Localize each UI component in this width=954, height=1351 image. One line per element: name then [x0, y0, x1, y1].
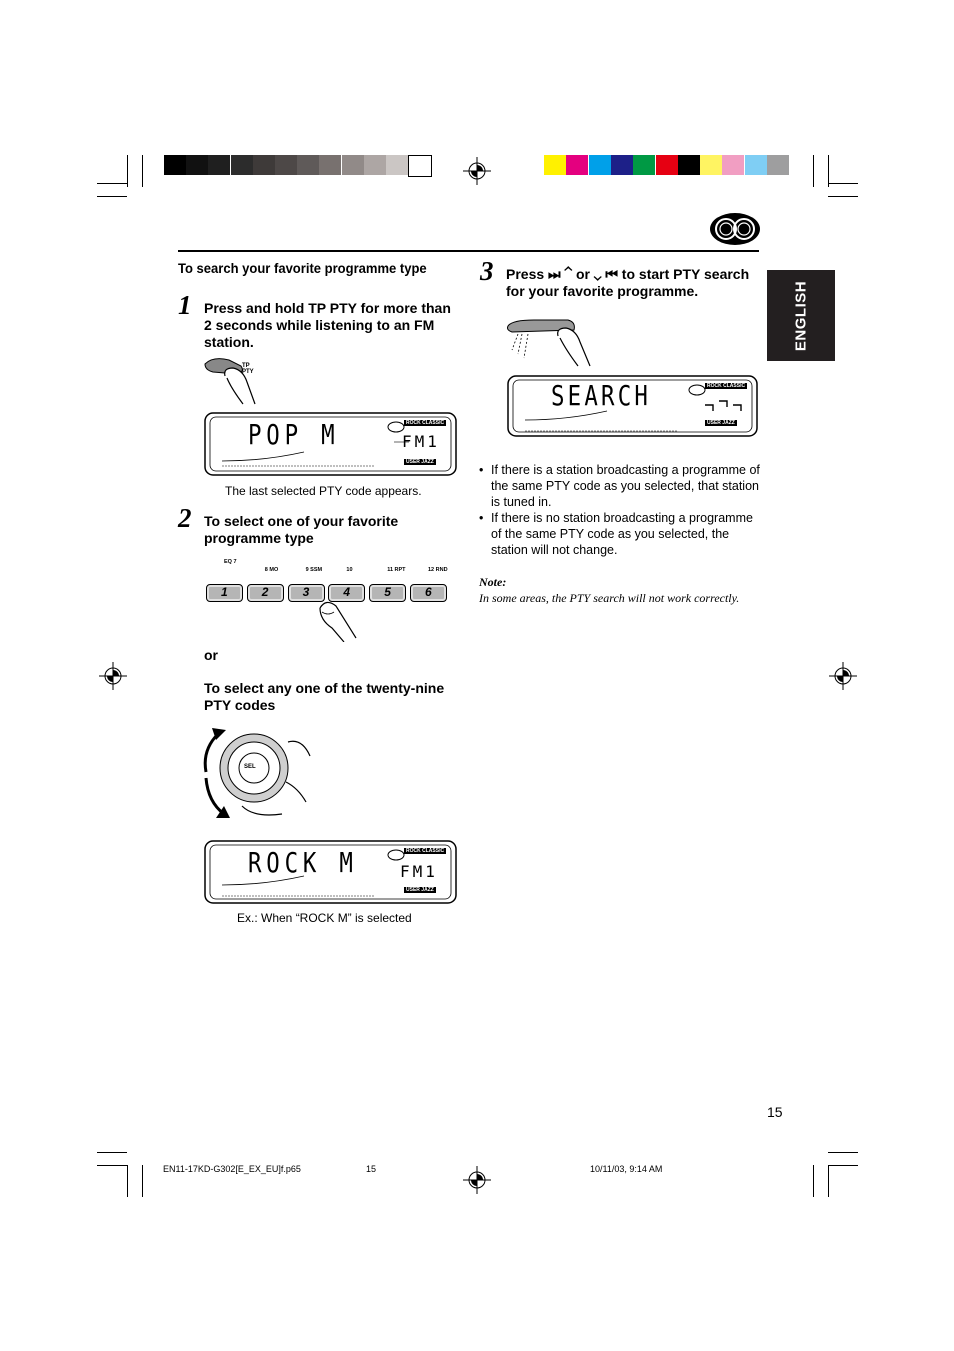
step-2-text: To select one of your favorite programme type [204, 513, 399, 546]
color-swatch [656, 155, 678, 175]
lcd-band-text: FM1 [402, 432, 440, 451]
color-swatch [767, 155, 789, 175]
rds-logo-icon [709, 212, 761, 246]
or-label: or [204, 647, 218, 663]
color-swatch [544, 155, 566, 175]
gray-swatch [164, 155, 186, 175]
gray-swatch [386, 155, 408, 175]
preset-number: 2 [261, 585, 269, 599]
color-swatch [722, 155, 744, 175]
sel-label: SEL [244, 764, 256, 770]
step-2-number: 2 [178, 503, 192, 533]
lcd-tag-user: USER [406, 459, 420, 465]
lcd-tag-jazz: JAZZ [421, 887, 434, 893]
lcd-tag-rock: ROCK [406, 848, 421, 854]
gray-swatch [297, 155, 319, 175]
preset-function-label: 12 RND [428, 567, 448, 573]
seek-buttons-illustration [504, 310, 592, 370]
preset-function-label: 11 RPT [387, 567, 406, 573]
gray-swatch [253, 155, 275, 175]
preset-number: 1 [221, 585, 228, 599]
footer-timestamp: 10/11/03, 9:14 AM [590, 1164, 663, 1174]
gray-swatch [408, 155, 432, 177]
finger-pressing-icon [316, 598, 360, 642]
color-swatch [700, 155, 722, 175]
gray-swatch [342, 155, 364, 175]
lcd-band-text: FM1 [400, 862, 438, 881]
step-3-number: 3 [480, 256, 494, 286]
display-search [507, 375, 758, 437]
lcd-tag-rock: ROCK [707, 383, 722, 389]
color-swatch [611, 155, 633, 175]
color-swatch [633, 155, 655, 175]
step-1-caption: The last selected PTY code appears. [225, 484, 422, 498]
lcd-tag-classic: CLASSIC [422, 420, 445, 426]
display-rock-m [204, 840, 457, 904]
gray-swatch [231, 155, 253, 175]
footer-file: EN11-17KD-G302[E_EX_EU]f.p65 [163, 1164, 301, 1174]
pty-label: PTY [242, 369, 254, 375]
step-1-number: 1 [178, 290, 192, 320]
note-text: In some areas, the PTY search will not work correctly. [479, 591, 740, 605]
gray-swatch [364, 155, 386, 175]
bullet-item: • If there is no station broadcasting a programme of the same PTY code as you selected, the station will not change. [479, 510, 764, 558]
color-swatch [745, 155, 767, 175]
registration-target-top [463, 157, 491, 185]
preset-function-label: 8 MO [264, 567, 279, 573]
tp-label: TP [242, 363, 250, 369]
preset-number: 4 [343, 585, 351, 599]
language-tab [767, 270, 835, 361]
preset-button-2 [247, 584, 284, 602]
preset-function-label: 10 [346, 567, 353, 573]
display-pop-m [204, 412, 457, 476]
lcd-tag-jazz: JAZZ [421, 459, 434, 465]
preset-button-1 [206, 584, 243, 602]
lcd-main-text: SEARCH [551, 379, 652, 412]
step-3-bullets [479, 462, 764, 558]
lcd-tag-user: USER [406, 887, 420, 893]
gray-swatch [208, 155, 230, 175]
registration-target-right [829, 662, 857, 690]
color-swatch [589, 155, 611, 175]
header-rule [178, 250, 759, 252]
step-3-text: Press ⏭ ⌃ or ⌄ ⏮ to start PTY search for your favorite programme. [506, 266, 750, 299]
section-heading: To search your favorite programme type [178, 260, 427, 276]
lcd-tag-jazz: JAZZ [722, 420, 735, 426]
tp-pty-button-illustration [203, 354, 283, 406]
step-2-caption: Ex.: When “ROCK M” is selected [237, 911, 412, 925]
preset-button-6 [410, 584, 447, 602]
color-swatch [566, 155, 588, 175]
bullet-item: • If there is a station broadcasting a programme of the same PTY code as you selected, that station is tuned in. [479, 462, 764, 510]
preset-number: 3 [302, 585, 310, 599]
lcd-main-text: ROCK M [248, 846, 358, 879]
preset-button-5 [369, 584, 406, 602]
color-swatch [678, 155, 700, 175]
lcd-tag-classic: CLASSIC [422, 848, 445, 854]
gray-swatch [275, 155, 297, 175]
lcd-tag-classic: CLASSIC [723, 383, 746, 389]
preset-number: 6 [425, 585, 432, 599]
step-1-text: Press and hold TP PTY for more than 2 seconds while listening to an FM station. [204, 300, 451, 350]
gray-swatch [186, 155, 208, 175]
registration-target-bottom [463, 1166, 491, 1194]
footer-page: 15 [366, 1164, 377, 1174]
language-tab-label: ENGLISH [792, 280, 810, 351]
gray-swatch [319, 155, 341, 175]
step-2-alt-text: To select any one of the twenty-nine PTY codes [204, 680, 445, 713]
lcd-tag-rock: ROCK [406, 420, 421, 426]
preset-function-label: 9 SSM [305, 567, 323, 573]
note-title: Note: [479, 575, 507, 589]
registration-target-left [99, 662, 127, 690]
sel-dial-illustration [202, 722, 312, 822]
lcd-main-text: POP M [248, 418, 340, 451]
preset-number: 5 [384, 585, 391, 599]
page-number: 15 [767, 1104, 783, 1120]
preset-function-label: EQ 7 [224, 559, 237, 565]
lcd-tag-user: USER [707, 420, 721, 426]
